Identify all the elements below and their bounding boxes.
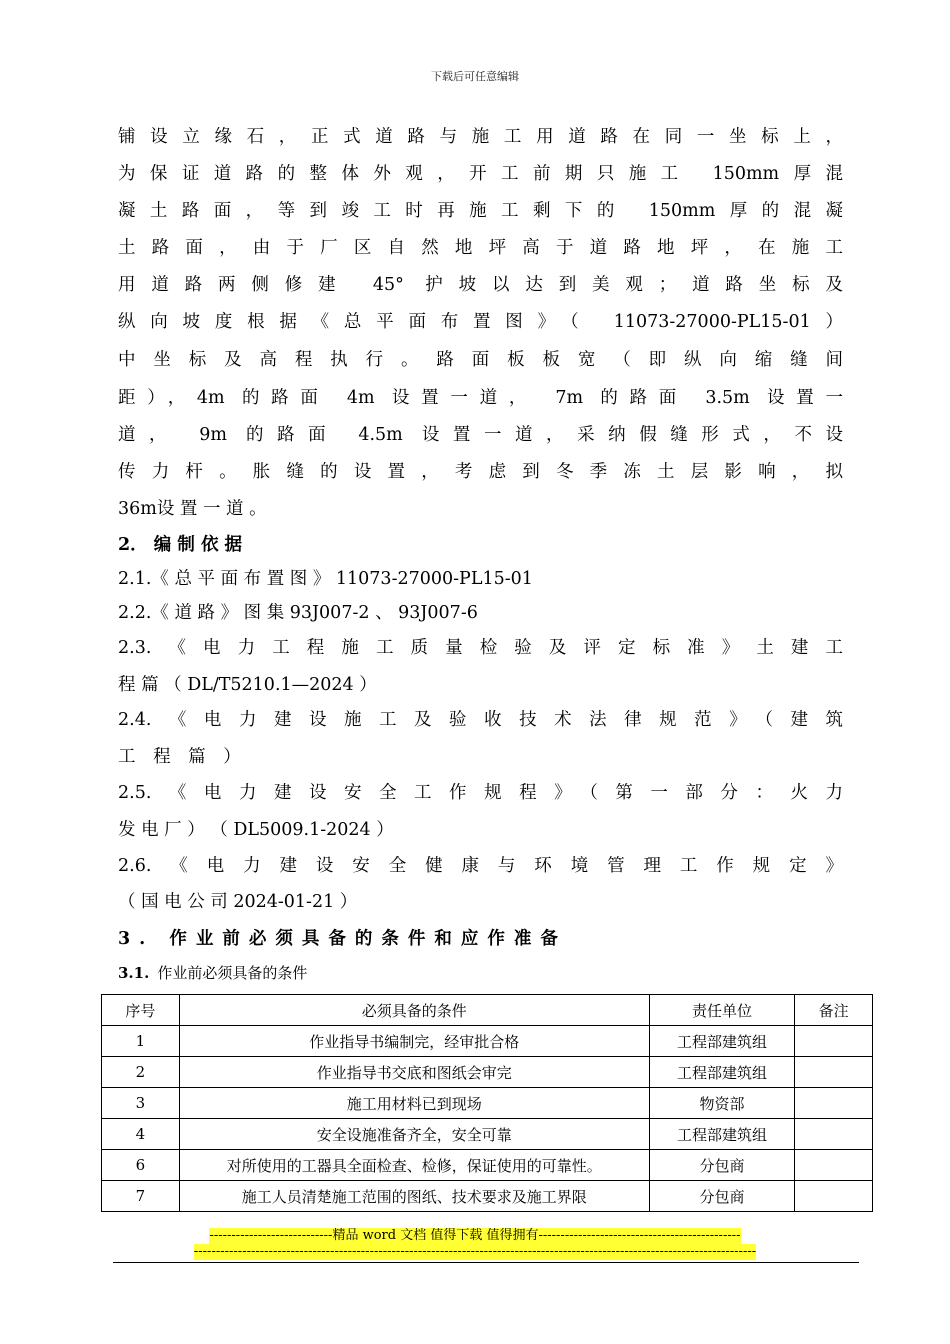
cell-condition: 安全设施准备齐全，安全可靠 xyxy=(179,1119,649,1150)
body-line: 铺设立缘石，正式道路与施工用道路在同一坐标上， xyxy=(118,127,843,147)
body-line: 距），4m 的路面 4m 设置一道， 7m 的路面 3.5m 设置一 xyxy=(118,388,843,408)
reference-item: 2.1.《 总 平 面 布 置 图 》 11073-27000-PL15-01 xyxy=(118,569,533,589)
header-index: 序号 xyxy=(102,995,180,1026)
cell-condition: 施工用材料已到现场 xyxy=(179,1088,649,1119)
body-line: 传力杆。胀缝的设置，考虑到冬季冻土层影响，拟 xyxy=(118,462,843,482)
cell-remarks xyxy=(795,1026,873,1057)
table-row xyxy=(102,1150,873,1181)
table-row xyxy=(102,1088,873,1119)
cell-condition: 对所使用的工器具全面检查、检修，保证使用的可靠性。 xyxy=(179,1150,649,1181)
body-line: 中坐标及高程执行。路面板板宽（即纵向缩缝间 xyxy=(118,350,843,370)
cell-responsible: 分包商 xyxy=(649,1150,794,1181)
cell-index: 3 xyxy=(102,1088,180,1119)
table-row xyxy=(102,1057,873,1088)
reference-item: 2.3.《电力工程施工质量检验及评定标准》土建工 xyxy=(118,638,843,658)
table-header-row xyxy=(102,995,873,1026)
cell-index: 2 xyxy=(102,1057,180,1088)
body-line: 为保证道路的整体外观，开工前期只施工 150mm厚混 xyxy=(118,164,843,184)
table-row xyxy=(102,1119,873,1150)
cell-condition: 施工人员清楚施工范围的图纸、技术要求及施工界限 xyxy=(179,1181,649,1212)
cell-remarks xyxy=(795,1057,873,1088)
table-row xyxy=(102,1026,873,1057)
page-header: 下载后可任意编辑 xyxy=(431,70,519,83)
cell-responsible: 物资部 xyxy=(649,1088,794,1119)
cell-condition: 作业指导书编制完，经审批合格 xyxy=(179,1026,649,1057)
reference-item: 发 电 厂 ） （ DL5009.1-2024 ） xyxy=(118,820,394,840)
cell-index: 6 xyxy=(102,1150,180,1181)
section2-heading: 2． 编 制 依 据 xyxy=(118,535,243,555)
cell-remarks xyxy=(795,1119,873,1150)
reference-item: 2.6.《电力建设安全健康与环境管理工作规定》 xyxy=(118,856,843,876)
cell-responsible: 工程部建筑组 xyxy=(649,1026,794,1057)
subsection-number: 3.1. xyxy=(118,964,150,982)
cell-remarks xyxy=(795,1181,873,1212)
page-footer xyxy=(0,1228,950,1260)
reference-item: 工 程 篇 ） xyxy=(118,747,247,767)
cell-responsible: 工程部建筑组 xyxy=(649,1057,794,1088)
table-row xyxy=(102,1181,873,1212)
body-line: 纵向坡度根据《总平面布置图》（ 11073-27000-PL15-01） xyxy=(118,312,843,332)
cell-remarks xyxy=(795,1150,873,1181)
conditions-table xyxy=(101,994,873,1212)
body-line: 凝土路面，等到竣工时再施工剩下的 150mm厚的混凝 xyxy=(118,201,843,221)
cell-index: 7 xyxy=(102,1181,180,1212)
reference-item: 2.4.《电力建设施工及验收技术法律规范》（建筑 xyxy=(118,710,843,730)
cell-remarks xyxy=(795,1088,873,1119)
header-remarks: 备注 xyxy=(795,995,873,1026)
header-condition: 必须具备的条件 xyxy=(179,995,649,1026)
body-line: 道， 9m 的路面 4.5m 设置一道，采纳假缝形式，不设 xyxy=(118,425,843,445)
reference-item: 2.5.《电力建设安全工作规程》（第一部分：火力 xyxy=(118,783,843,803)
cell-responsible: 分包商 xyxy=(649,1181,794,1212)
reference-item: 2.2.《 道 路 》 图 集 93J007-2 、 93J007-6 xyxy=(118,603,478,623)
cell-responsible: 工程部建筑组 xyxy=(649,1119,794,1150)
body-line: 36m设 置 一 道 。 xyxy=(118,499,267,519)
cell-condition: 作业指导书交底和图纸会审完 xyxy=(179,1057,649,1088)
header-responsible: 责任单位 xyxy=(649,995,794,1026)
cell-index: 4 xyxy=(102,1119,180,1150)
subsection-3-1 xyxy=(118,963,307,983)
footer-dash-line: -------------------------------------------------------------------------------------------------------------------------------- xyxy=(193,1244,757,1259)
body-line: 用道路两侧修建 45° 护坡以达到美观；道路坐标及 xyxy=(118,275,843,295)
cell-index: 1 xyxy=(102,1026,180,1057)
footer-divider xyxy=(113,1262,859,1263)
reference-item: 程 篇 （ DL/T5210.1—2024 ） xyxy=(118,675,377,695)
footer-banner-line: ----------------------------精品 word 文档 值得下载 值得拥有---------------------------------------------- xyxy=(209,1228,741,1243)
body-line: 土路面，由于厂区自然地坪高于道路地坪，在施工 xyxy=(118,238,843,258)
section3-heading: 3. 作业前必须具备的条件和应作准备 xyxy=(118,929,567,949)
reference-item: （ 国 电 公 司 2024-01-21 ） xyxy=(118,892,358,912)
subsection-title: 作业前必须具备的条件 xyxy=(157,964,308,982)
